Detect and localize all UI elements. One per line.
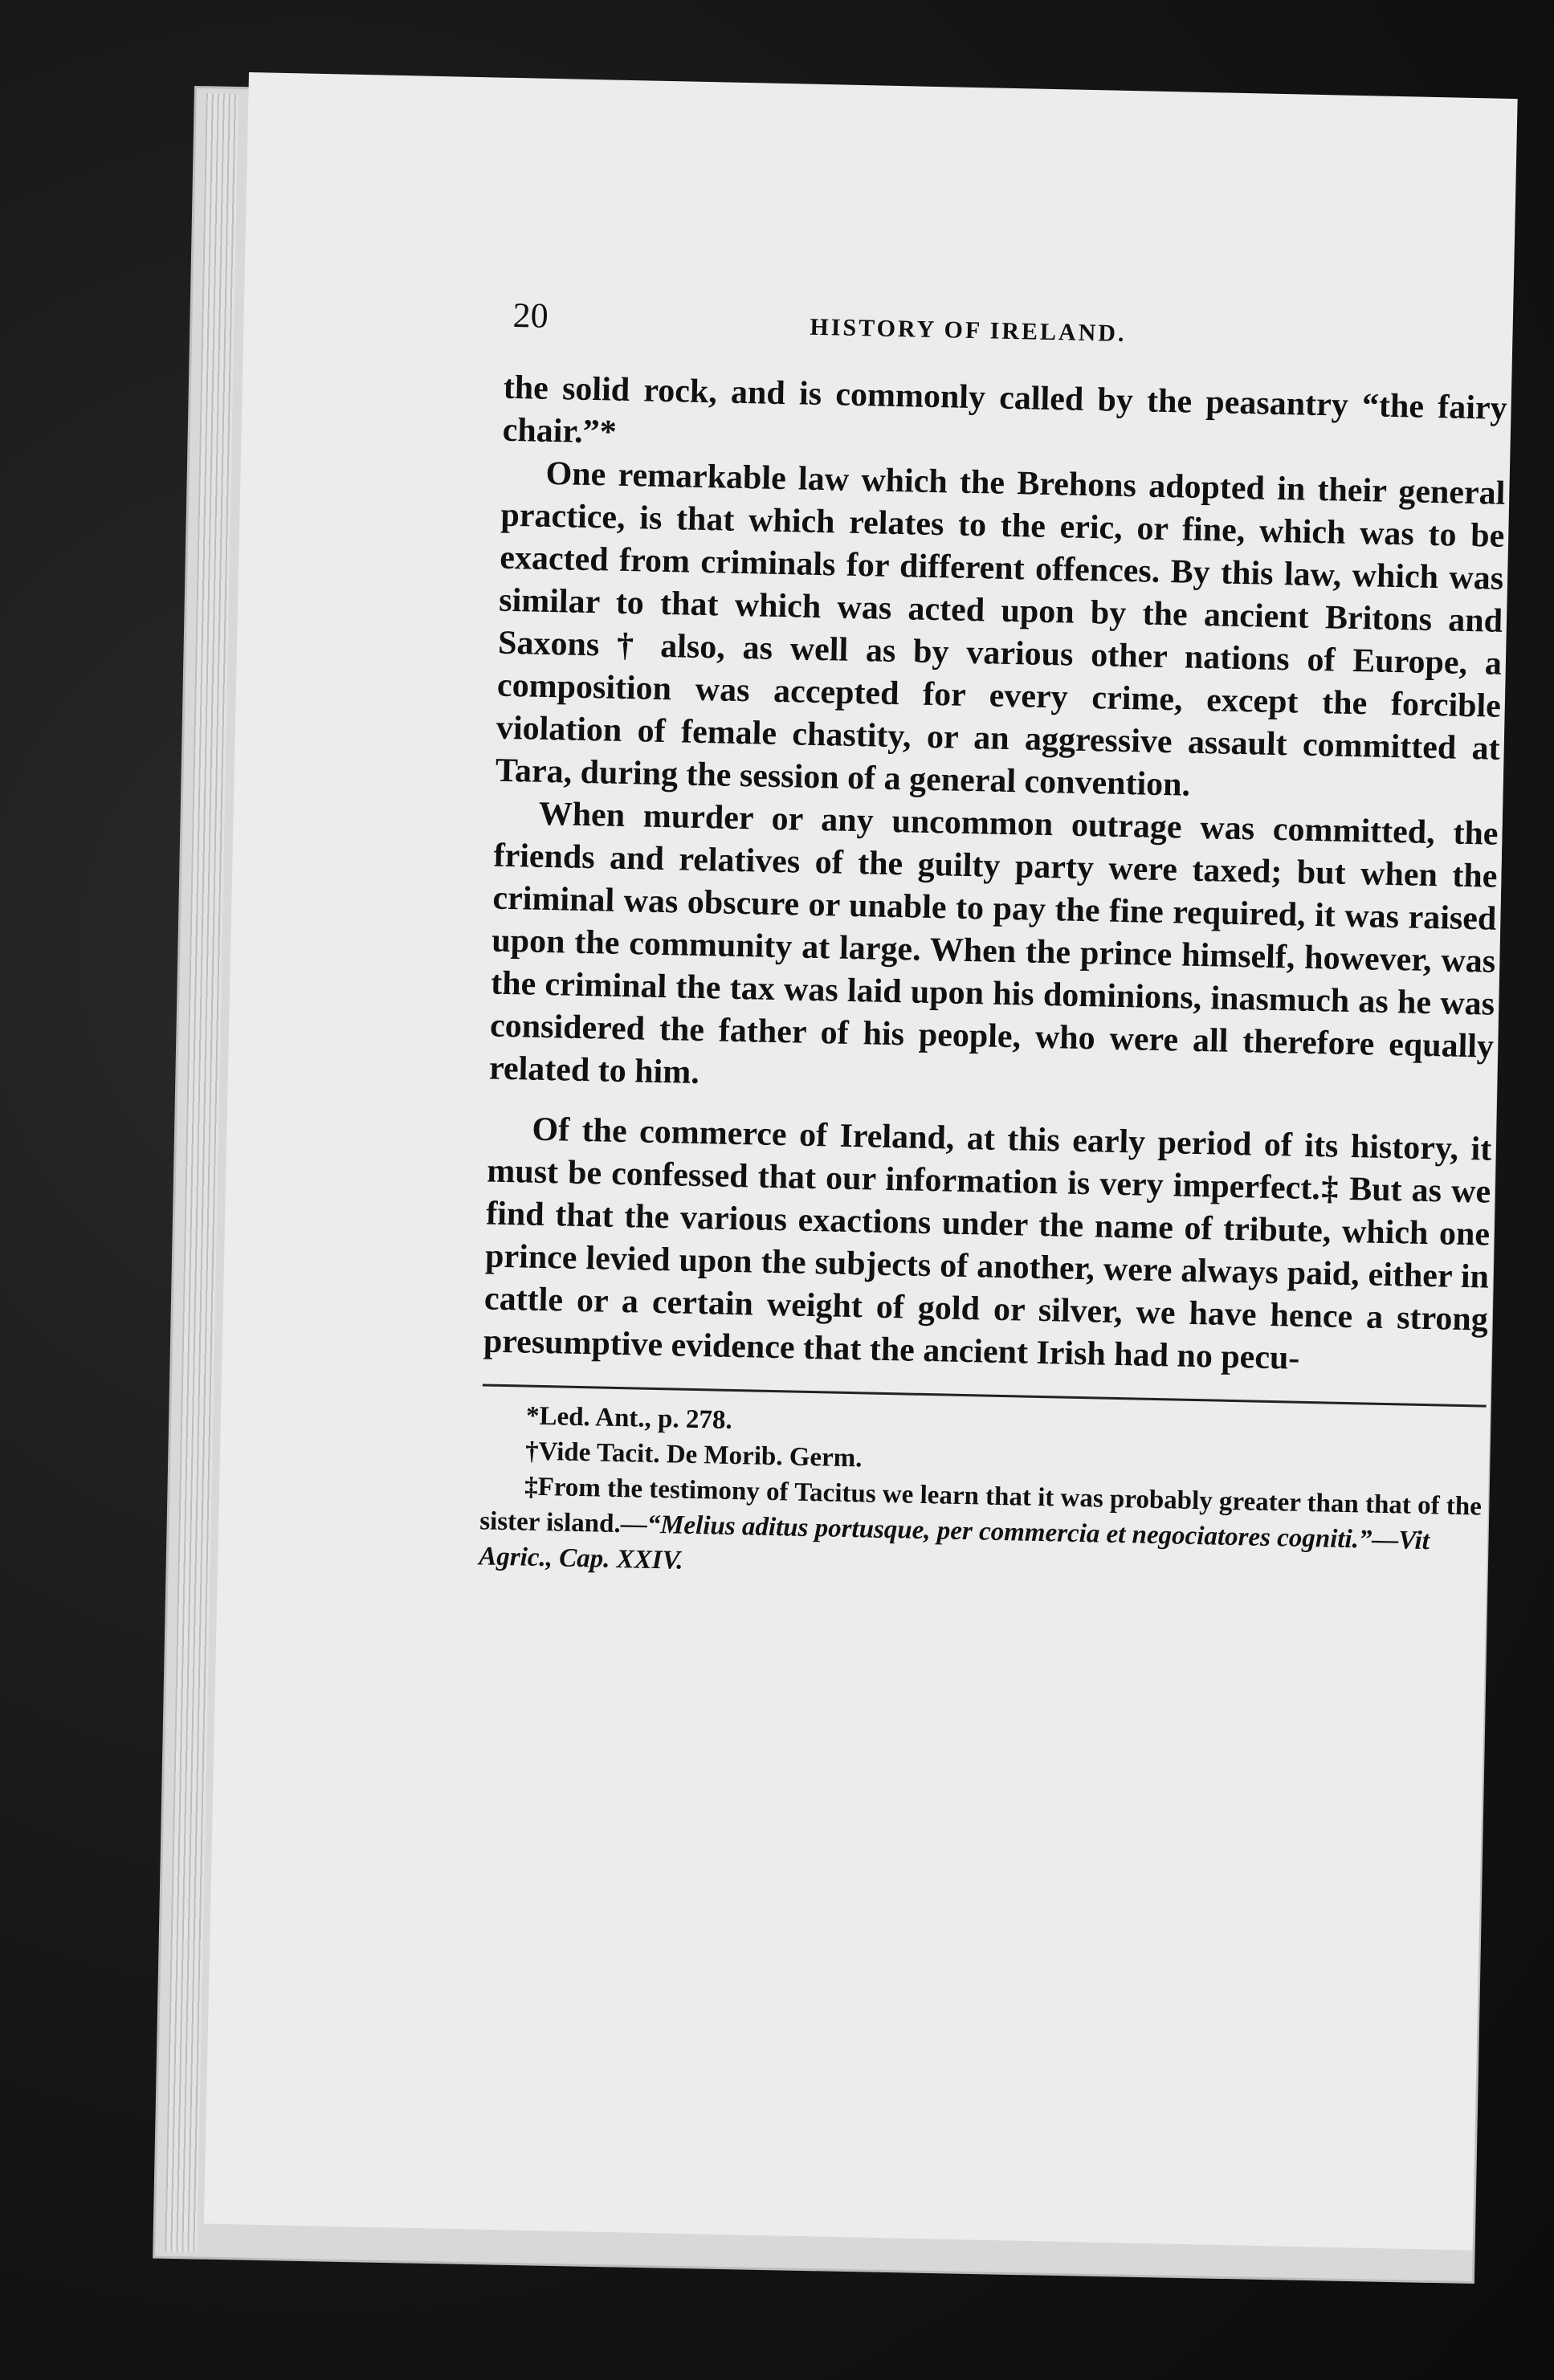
footnote-1: *Led. Ant., p. 278.	[525, 1401, 733, 1435]
body-text	[483, 367, 1507, 1384]
paragraph-eric-law: One remarkable law which the Brehons adopted in their general practice, is that which relates to the eric, or fine, which was to be exacted from criminals for different offences. By this law, which was similar to that which was acted upon by the ancient Britons and Saxons † also, as well as by various other nations of Europe, a composition was accepted for every crime, except the forcible violation of female chastity, or an aggressive assault committed at Tara, during the session of a general convention.	[495, 454, 1506, 804]
footnote-3-quote: “Melius aditus portusque, per commercia et negociatores cogniti.”—Vit Agric., Cap. XXIV.	[478, 1510, 1430, 1575]
footnotes	[479, 1397, 1486, 1595]
book-page	[204, 72, 1518, 2251]
paragraph-murder-tax: When murder or any uncommon outrage was committed, the friends and relatives of the guilty party were taxed; but when the criminal was obscure or unable to pay the fine required, it was raised upon the community at large. When the prince himself, however, was the criminal the tax was laid upon his dominions, inasmuch as he was considered the father of his people, who were all therefore equally related to him.	[488, 795, 1499, 1092]
paragraph-commerce: Of the commerce of Ireland, at this early period of its history, it must be confessed that our information is very imperfect.‡ But as we find that the various exactions under the name of tribute, which one prince levied upon the subjects of another, were always paid, either in cattle or a certain weight of gold or silver, we have hence a strong presumptive evidence that the ancient Irish had no pecu-	[483, 1111, 1492, 1377]
footnote-3	[479, 1468, 1484, 1595]
paragraph-continuation: the solid rock, and is commonly called by the peasantry “the fairy chair.”*	[502, 369, 1508, 451]
page-number: 20	[512, 295, 549, 336]
footnote-3-text: ‡From the testimony of Tacitus we learn that it was probably greater than that of the sister island.—	[479, 1472, 1483, 1539]
footnote-2: †Vide Tacit. De Morib. Germ.	[524, 1437, 863, 1473]
running-title: HISTORY OF IRELAND.	[810, 313, 1127, 347]
page-content	[479, 279, 1510, 1595]
